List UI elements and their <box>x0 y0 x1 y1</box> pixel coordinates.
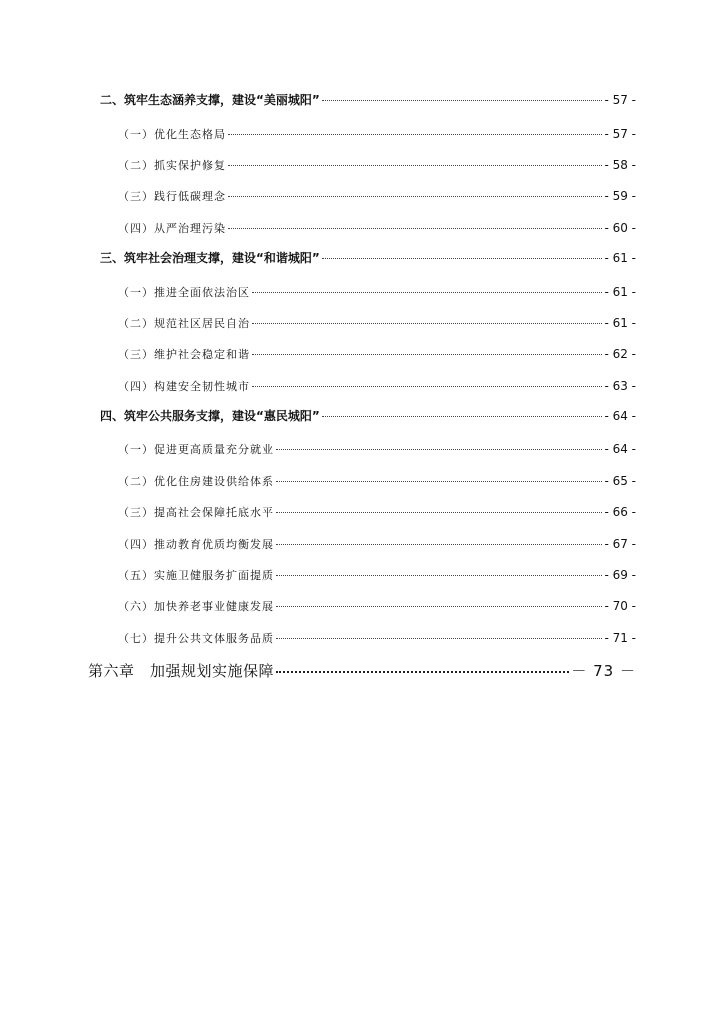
toc-page-number: - 60 - <box>604 221 636 235</box>
dot-leader <box>322 100 603 101</box>
toc-entry-subsection[interactable] <box>118 157 636 173</box>
toc-page-number: － 73 － <box>571 662 636 680</box>
dot-leader <box>276 544 602 545</box>
toc-entry-subsection[interactable] <box>118 126 636 142</box>
toc-entry-label: （三）践行低碳理念 <box>118 190 226 203</box>
dot-leader <box>228 196 602 197</box>
toc-entry-subsection[interactable] <box>118 378 636 394</box>
toc-entry-subsection[interactable] <box>118 188 636 204</box>
toc-entry-subsection[interactable] <box>118 630 636 646</box>
dot-leader <box>276 481 602 482</box>
toc-entry-subsection[interactable] <box>118 315 636 331</box>
toc-entry-label: （二）规范社区居民自治 <box>118 317 250 330</box>
toc-page-number: - 62 - <box>604 347 636 361</box>
toc-entry-label: （七）提升公共文体服务品质 <box>118 632 274 645</box>
toc-entry-label: 三、筑牢社会治理支撑，建设“和谐城阳” <box>100 251 320 265</box>
toc-entry-label: （四）从严治理污染 <box>118 222 226 235</box>
toc-page-number: - 69 - <box>604 568 636 582</box>
dot-leader <box>252 386 602 387</box>
toc-entry-label: （五）实施卫健服务扩面提质 <box>118 569 274 582</box>
toc-entry-label: （一）促进更高质量充分就业 <box>118 443 274 456</box>
toc-entry-label: 四、筑牢公共服务支撑，建设“惠民城阳” <box>100 409 320 423</box>
toc-entry-subsection[interactable] <box>118 504 636 520</box>
dot-leader <box>276 671 569 673</box>
toc-entry-subsection[interactable] <box>118 441 636 457</box>
toc-page-number: - 57 - <box>604 127 636 141</box>
toc-entry-subsection[interactable] <box>118 567 636 583</box>
toc-entry-label: 第六章 加强规划实施保障 <box>88 662 275 680</box>
toc-page-number: - 58 - <box>604 158 636 172</box>
dot-leader <box>228 134 602 135</box>
dot-leader <box>276 512 602 513</box>
toc-entry-subsection[interactable] <box>118 473 636 489</box>
dot-leader <box>276 449 602 450</box>
toc-entry-section[interactable] <box>100 249 636 266</box>
toc-entry-label: （四）推动教育优质均衡发展 <box>118 538 274 551</box>
dot-leader <box>322 258 603 259</box>
toc-page-number: - 59 - <box>604 189 636 203</box>
toc-page-number: - 61 - <box>604 285 636 299</box>
toc-entry-label: （三）提高社会保障托底水平 <box>118 506 274 519</box>
toc-page-number: - 64 - <box>604 409 636 423</box>
toc-page-number: - 57 - <box>604 93 636 107</box>
toc-entry-chapter[interactable] <box>88 660 636 681</box>
dot-leader <box>276 575 602 576</box>
toc-entry-label: （四）构建安全韧性城市 <box>118 380 250 393</box>
dot-leader <box>276 606 602 607</box>
toc-entry-subsection[interactable] <box>118 598 636 614</box>
dot-leader <box>322 416 603 417</box>
toc-page-number: - 67 - <box>604 537 636 551</box>
toc-page-number: - 63 - <box>604 379 636 393</box>
toc-entry-label: （二）优化住房建设供给体系 <box>118 475 274 488</box>
toc-page-number: - 71 - <box>604 631 636 645</box>
dot-leader <box>252 354 602 355</box>
toc-entry-section[interactable] <box>100 407 636 424</box>
toc-entry-subsection[interactable] <box>118 536 636 552</box>
toc-entry-subsection[interactable] <box>118 220 636 236</box>
dot-leader <box>276 638 602 639</box>
toc-page-number: - 70 - <box>604 599 636 613</box>
toc-entry-subsection[interactable] <box>118 346 636 362</box>
toc-page-number: - 66 - <box>604 505 636 519</box>
dot-leader <box>228 228 602 229</box>
toc-page-number: - 61 - <box>604 251 636 265</box>
toc-entry-subsection[interactable] <box>118 284 636 300</box>
dot-leader <box>252 292 602 293</box>
dot-leader <box>228 165 602 166</box>
toc-entry-section[interactable] <box>100 91 636 108</box>
toc-page-number: - 61 - <box>604 316 636 330</box>
toc-entry-label: （六）加快养老事业健康发展 <box>118 600 274 613</box>
toc-entry-label: （二）抓实保护修复 <box>118 159 226 172</box>
toc-entry-label: （一）推进全面依法治区 <box>118 286 250 299</box>
toc-entry-label: 二、筑牢生态涵养支撑，建设“美丽城阳” <box>100 93 320 107</box>
toc-entry-label: （三）维护社会稳定和谐 <box>118 348 250 361</box>
toc-page-number: - 65 - <box>604 474 636 488</box>
toc-page-number: - 64 - <box>604 442 636 456</box>
toc-entry-label: （一）优化生态格局 <box>118 128 226 141</box>
dot-leader <box>252 323 602 324</box>
